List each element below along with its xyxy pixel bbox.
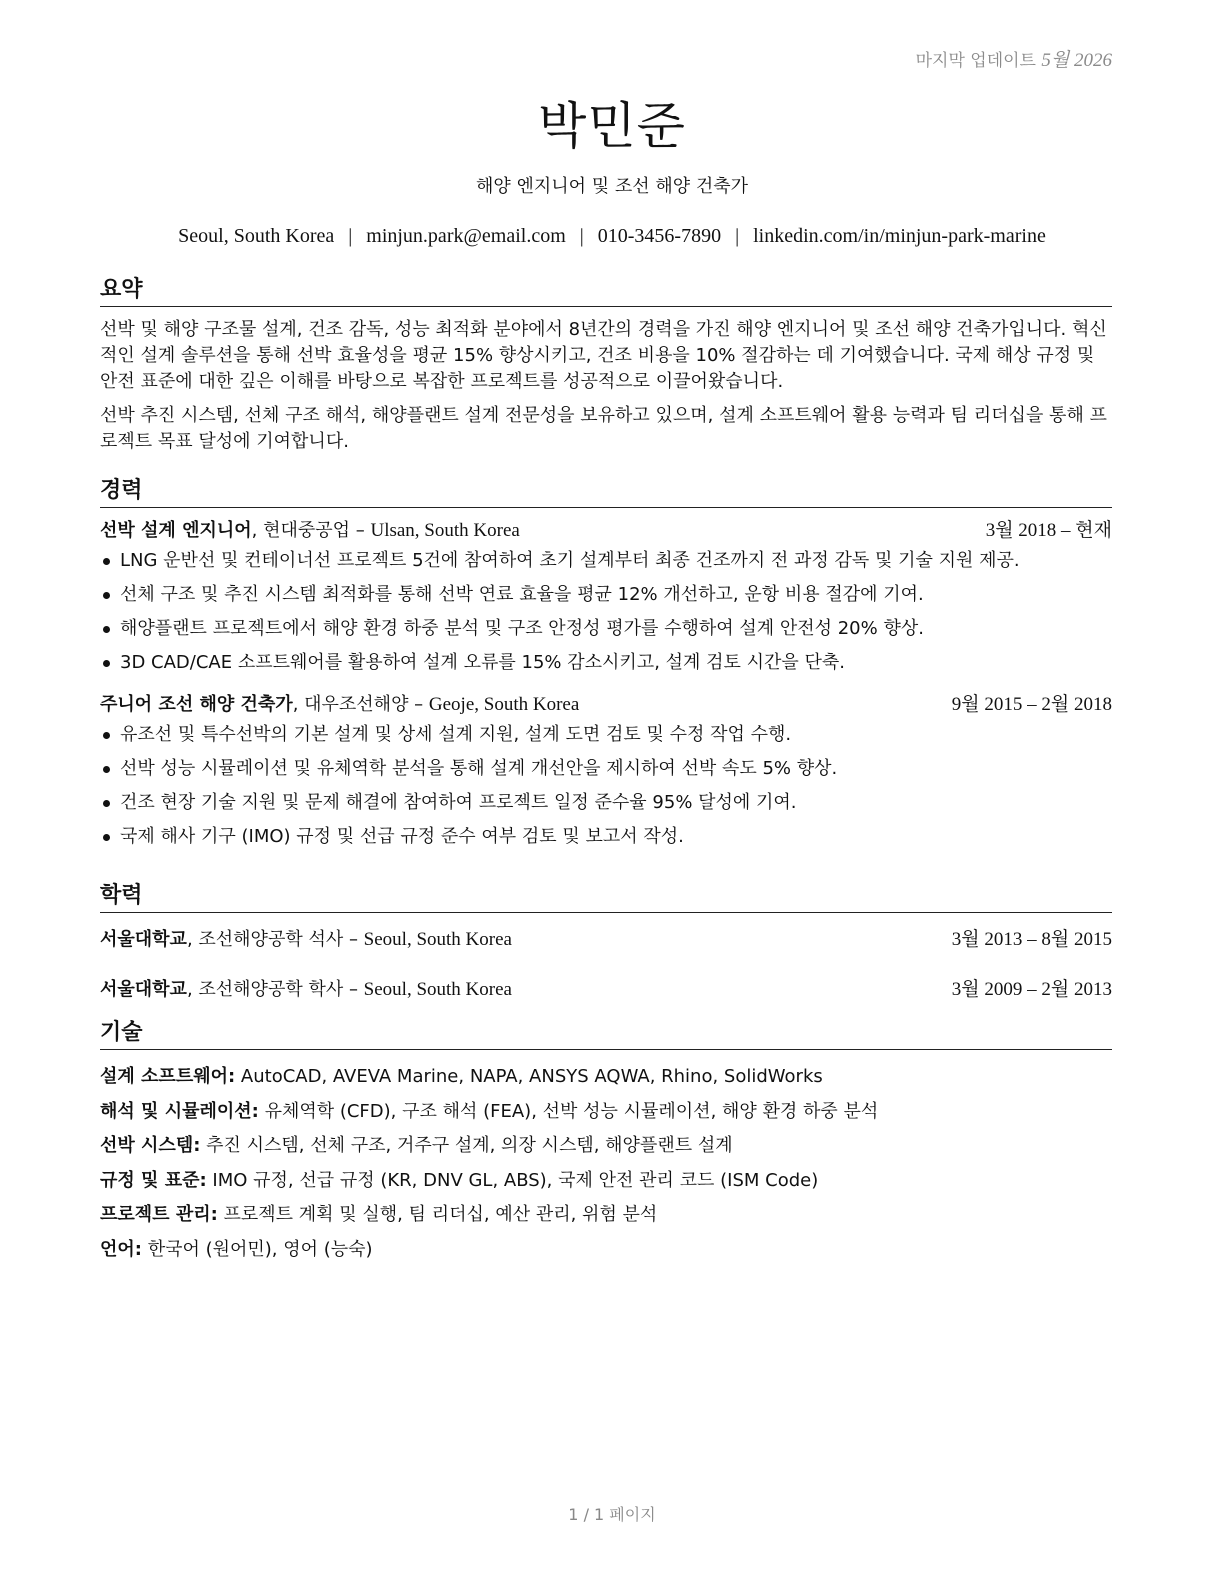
education-dates: 3월 2013 – 8월 2015 xyxy=(951,929,1112,950)
last-updated-date: 5월 2026 xyxy=(1041,50,1112,71)
candidate-headline: 해양 엔지니어 및 조선 해양 건축가 xyxy=(475,176,749,197)
skills-section xyxy=(100,1019,1112,1271)
job-location: Geoje, South Korea xyxy=(428,694,580,715)
contact-linkedin[interactable]: linkedin.com/in/minjun-park-marine xyxy=(753,225,1046,247)
contact-email[interactable]: minjun.park@email.com xyxy=(366,225,566,247)
list-item: 해양플랜트 프로젝트에서 해양 환경 하중 분석 및 구조 안정성 평가를 수행하여 설계 안전성 20% 향상. xyxy=(100,616,1112,642)
contact-separator: | xyxy=(735,225,740,247)
list-item: LNG 운반선 및 컨테이너선 프로젝트 5건에 참여하여 초기 설계부터 최종 건조까지 전 과정 감독 및 기술 지원 제공. xyxy=(100,548,1112,574)
skill-row xyxy=(100,1133,1112,1159)
bullet-list xyxy=(100,722,1112,850)
education-dates: 3월 2009 – 2월 2013 xyxy=(951,979,1112,1000)
skill-label: 규정 및 표준: xyxy=(100,1169,207,1191)
company-name: , 대우조선해양 – xyxy=(292,694,429,715)
skill-row xyxy=(100,1202,1112,1228)
job-title: 선박 설계 엔지니어 xyxy=(100,520,252,541)
list-item: 국제 해사 기구 (IMO) 규정 및 선급 규정 준수 여부 검토 및 보고서 작성. xyxy=(100,824,1112,850)
bullet-list xyxy=(100,548,1112,676)
entry-header xyxy=(100,692,1112,718)
experience-entry xyxy=(100,518,1112,676)
skill-label: 프로젝트 관리: xyxy=(100,1204,218,1225)
education-entry xyxy=(100,927,1112,953)
page-indicator: 1 / 1 페이지 xyxy=(568,1505,656,1524)
experience-section xyxy=(100,477,1112,858)
skill-label: 선박 시스템: xyxy=(100,1135,201,1156)
job-location: Ulsan, South Korea xyxy=(370,520,520,541)
section-title-skills: 기술 xyxy=(100,1019,1112,1050)
skill-value: AutoCAD, AVEVA Marine, NAPA, ANSYS AQWA, Rhino, SolidWorks xyxy=(235,1066,823,1087)
list-item: 3D CAD/CAE 소프트웨어를 활용하여 설계 오류를 15% 감소시키고, 설계 검토 시간을 단축. xyxy=(100,650,1112,676)
section-title-education: 학력 xyxy=(100,882,1112,913)
summary-paragraph: 선박 및 해양 구조물 설계, 건조 감독, 성능 최적화 분야에서 8년간의 경력을 가진 해양 엔지니어 및 조선 해양 건축가입니다. 혁신적인 설계 솔루션을 통해 선박 효율성을 평균 15% 향상시키고, 건조 비용을 10% 절감하는 데 기여했습니다. 국제 해상 규정 및 안전 표준에 대한 깊은 이해를 바탕으로 복잡한 프로젝트를 성공적으로 이끌어왔습니다. xyxy=(100,319,1107,392)
job-dates: 9월 2015 – 2월 2018 xyxy=(951,694,1112,715)
company-name: , 현대중공업 – xyxy=(251,520,371,541)
candidate-name: 박민준 xyxy=(538,97,686,155)
contact-phone: 010-3456-7890 xyxy=(597,225,722,247)
skill-value: 추진 시스템, 선체 구조, 거주구 설계, 의장 시스템, 해양플랜트 설계 xyxy=(200,1135,733,1156)
school-name: 서울대학교 xyxy=(100,979,187,1000)
skill-label: 설계 소프트웨어: xyxy=(100,1066,236,1087)
list-item: 선체 구조 및 추진 시스템 최적화를 통해 선박 연료 효율을 평균 12% 개선하고, 운항 비용 절감에 기여. xyxy=(100,582,1112,608)
list-item: 유조선 및 특수선박의 기본 설계 및 상세 설계 지원, 설계 도면 검토 및 수정 작업 수행. xyxy=(100,722,1112,748)
contact-location: Seoul, South Korea xyxy=(178,225,335,247)
skill-row xyxy=(100,1099,1112,1125)
school-name: 서울대학교 xyxy=(100,929,187,950)
skill-label: 해석 및 시뮬레이션: xyxy=(100,1100,259,1122)
job-title: 주니어 조선 해양 건축가 xyxy=(100,694,293,715)
skill-row xyxy=(100,1237,1112,1263)
skill-value: 프로젝트 계획 및 실행, 팀 리더십, 예산 관리, 위험 분석 xyxy=(217,1204,658,1225)
last-updated xyxy=(916,45,1112,72)
education-entry xyxy=(100,977,1112,1003)
summary-paragraph: 선박 추진 시스템, 선체 구조 해석, 해양플랜트 설계 전문성을 보유하고 있으며, 설계 소프트웨어 활용 능력과 팀 리더십을 통해 프로젝트 목표 달성에 기여합니다. xyxy=(100,405,1107,452)
summary-section xyxy=(100,276,1112,463)
skill-value: IMO 규정, 선급 규정 (KR, DNV GL, ABS), 국제 안전 관리 코드 (ISM Code) xyxy=(206,1169,819,1191)
skill-value: 한국어 (원어민), 영어 (능숙) xyxy=(141,1238,373,1260)
last-updated-label: 마지막 업데이트 xyxy=(915,51,1036,71)
skill-value: 유체역학 (CFD), 구조 해석 (FEA), 선박 성능 시뮬레이션, 해양 환경 하중 분석 xyxy=(258,1100,879,1122)
contact-separator: | xyxy=(579,225,584,247)
list-item: 선박 성능 시뮬레이션 및 유체역학 분석을 통해 설계 개선안을 제시하여 선박 속도 5% 향상. xyxy=(100,756,1112,782)
school-location: Seoul, South Korea xyxy=(363,979,512,1000)
school-location: Seoul, South Korea xyxy=(363,929,512,950)
contact-line xyxy=(0,225,1224,248)
skill-row xyxy=(100,1168,1112,1194)
list-item: 건조 현장 기술 지원 및 문제 해결에 참여하여 프로젝트 일정 준수율 95% 달성에 기여. xyxy=(100,790,1112,816)
degree: , 조선해양공학 학사 – xyxy=(186,979,364,1000)
skill-row xyxy=(100,1064,1112,1090)
education-section xyxy=(100,882,1112,1003)
experience-entry xyxy=(100,692,1112,850)
skill-label: 언어: xyxy=(100,1238,142,1260)
job-dates: 3월 2018 – 현재 xyxy=(985,520,1112,541)
contact-separator: | xyxy=(348,225,353,247)
degree: , 조선해양공학 석사 – xyxy=(186,929,364,950)
entry-header xyxy=(100,518,1112,544)
section-title-summary: 요약 xyxy=(100,276,1112,307)
section-title-experience: 경력 xyxy=(100,477,1112,508)
